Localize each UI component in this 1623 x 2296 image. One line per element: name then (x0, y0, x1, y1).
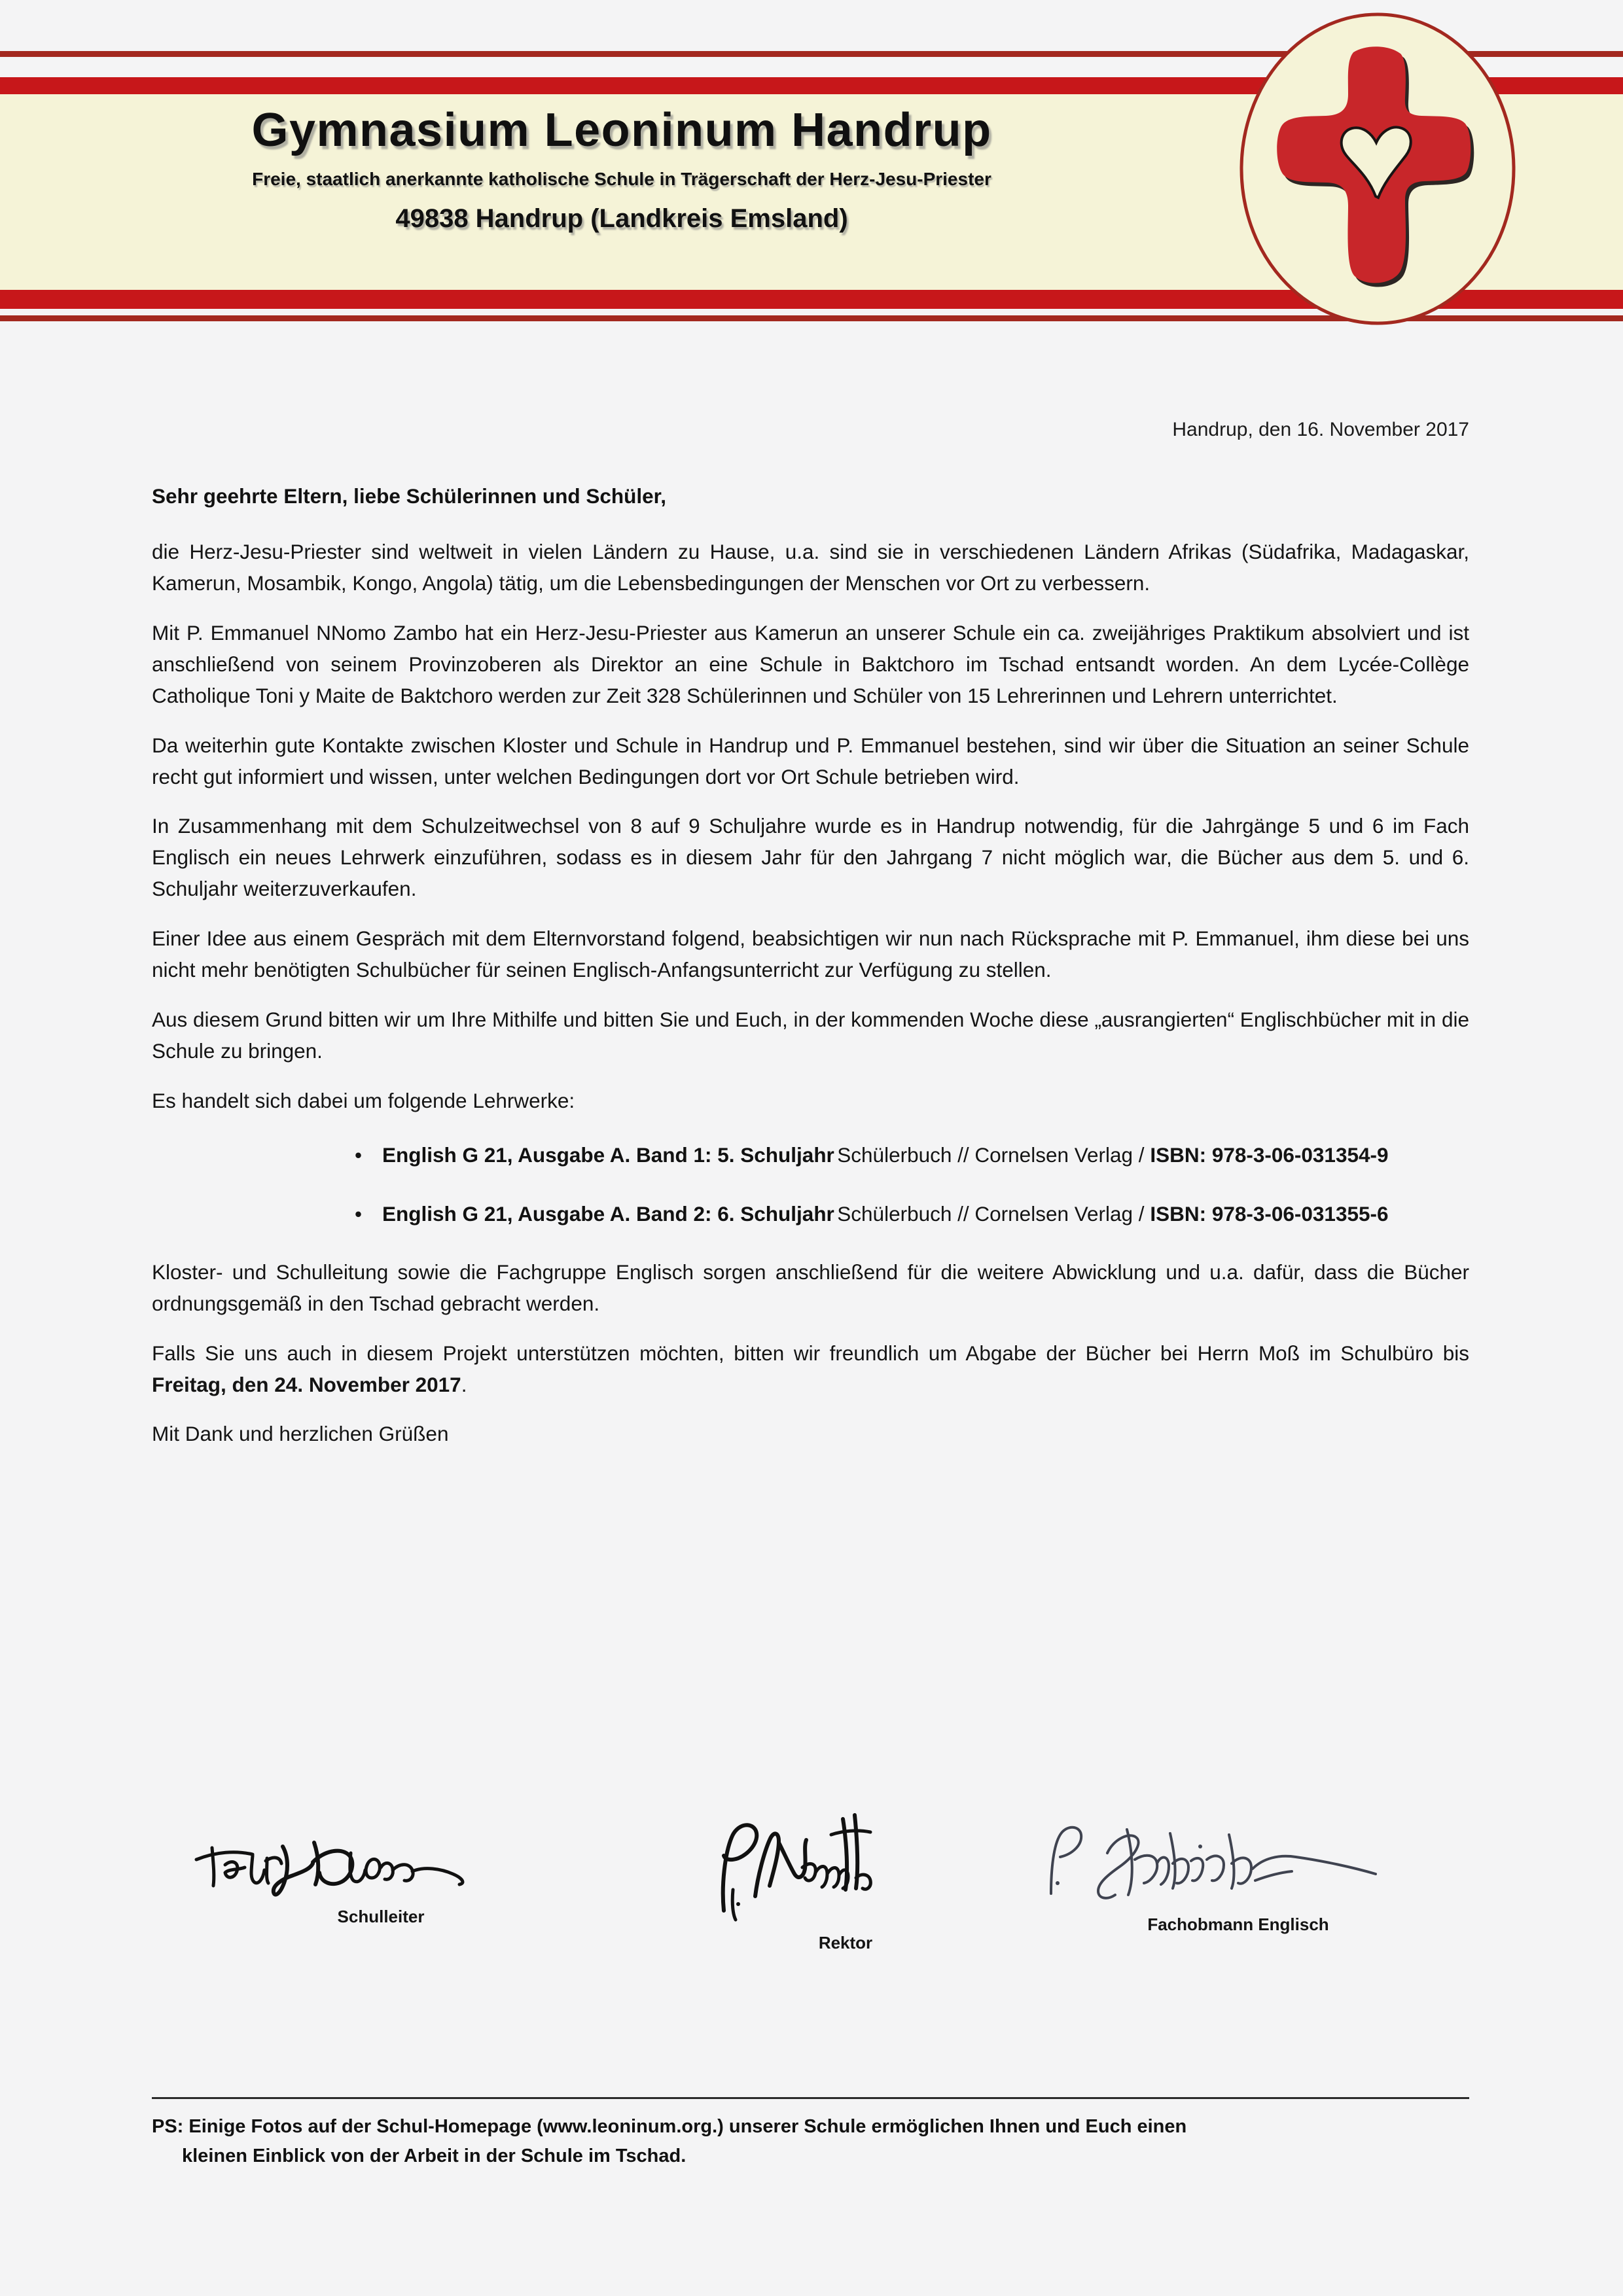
book-list (152, 1140, 1469, 1229)
signature-schulleiter (178, 1832, 584, 1927)
postscript-line-1: PS: Einige Fotos auf der Schul-Homepage (www.leoninum.org.) unserer Schule ermöglichen Ihnen und Euch einen (152, 2116, 1187, 2137)
postscript (152, 2112, 1469, 2171)
book-isbn: ISBN: 978-3-06-031355-6 (1150, 1201, 1389, 1226)
deadline-date: Freitag, den 24. November 2017 (152, 1372, 461, 1396)
letter-body (152, 481, 1469, 1468)
book-title: English G 21, Ausgabe A. Band 2: 6. Schuljahr (382, 1201, 834, 1226)
paragraph-1: die Herz-Jesu-Priester sind weltweit in vielen Ländern zu Hause, u.a. sind sie in verschiedenen Ländern Afrikas (Südafrika, Madagaskar, Kamerun, Mosambik, Kongo, Angola) tätig, um die Lebensbedingungen der Menschen vor Ort zu verbessern. (152, 540, 1469, 595)
book-meta-prefix: Schülerbuch // Cornelsen Verlag / (837, 1201, 1150, 1226)
book-isbn: ISBN: 978-3-06-031354-9 (1150, 1143, 1389, 1167)
signature-label: Rektor (818, 1933, 873, 1952)
postscript-divider (152, 2097, 1469, 2099)
signature-label: Fachobmann Englisch (1147, 1915, 1329, 1934)
book-meta-prefix: Schülerbuch // Cornelsen Verlag / (837, 1143, 1150, 1167)
book-title: English G 21, Ausgabe A. Band 1: 5. Schuljahr (382, 1143, 834, 1167)
paragraph-abwicklung: Kloster- und Schulleitung sowie die Fachgruppe Englisch sorgen anschließend für die weitere Abwicklung und u.a. dafür, dass die Bücher ordnungsgemäß in den Tschad gebracht werden. (152, 1260, 1469, 1315)
deadline-text-after: . (461, 1372, 467, 1396)
letterhead (0, 0, 1623, 327)
paragraph-2: Mit P. Emmanuel NNomo Zambo hat ein Herz-Jesu-Priester aus Kamerun an unserer Schule ein ca. zweijähriges Praktikum absolviert und ist anschließend von seinem Provinzoberen als Direktor an eine Schule in Baktchoro im Tschad entsandt worden. An dem Lycée-Collège Catholique Toni y Maite de Baktchoro werden zur Zeit 328 Schülerinnen und Schüler von 15 Lehrerinnen und Lehrern unterrichtet. (152, 621, 1469, 707)
signature-fachobmann-englisch (1035, 1820, 1441, 1935)
list-item (152, 1140, 1469, 1171)
list-item (152, 1199, 1469, 1229)
signature-rektor (675, 1812, 1016, 1953)
signature-label: Schulleiter (337, 1907, 425, 1926)
book-meta (837, 1202, 1388, 1226)
paragraph-3: Da weiterhin gute Kontakte zwischen Kloster und Schule in Handrup und P. Emmanuel bestehen, sind wir über die Situation an seiner Schule recht gut informiert und wissen, unter welchen Bedingungen dort vor Ort Schule betrieben wird. (152, 733, 1469, 788)
bullet-icon: • (355, 1143, 363, 1167)
paragraph-deadline (152, 1338, 1469, 1401)
school-subtitle: Freie, staatlich anerkannte katholische Schule in Trägerschaft der Herz-Jesu-Priester (252, 168, 991, 189)
dateline: Handrup, den 16. November 2017 (1172, 419, 1469, 440)
paragraph-lehrwerke-intro: Es handelt sich dabei um folgende Lehrwerke: (152, 1088, 575, 1112)
deadline-text-before: Falls Sie uns auch in diesem Projekt unterstützen möchten, bitten wir freundlich um Abgabe der Bücher bei Herrn Moß im Schulbüro bis (152, 1341, 1469, 1365)
signature-block (152, 1832, 1469, 2041)
page-watermark (24, 2265, 27, 2278)
bullet-icon: • (355, 1201, 363, 1226)
closing-line: Mit Dank und herzlichen Grüßen (152, 1422, 449, 1446)
school-address: 49838 Handrup (Landkreis Emsland) (395, 203, 848, 233)
postscript-line-2: kleinen Einblick von der Arbeit in der Schule im Tschad. (182, 2145, 687, 2166)
salutation: Sehr geehrte Eltern, liebe Schülerinnen und Schüler, (152, 484, 666, 508)
school-name: Gymnasium Leoninum Handrup (251, 104, 992, 156)
herz-jesu-cross-heart-logo (1237, 12, 1518, 326)
paragraph-5: Einer Idee aus einem Gespräch mit dem Elternvorstand folgend, beabsichtigen wir nun nach Rücksprache mit P. Emmanuel, ihm diese bei uns nicht mehr benötigten Schulbücher für seinen Englisch-Anfangsunterricht zur Verfügung zu stellen. (152, 927, 1469, 981)
book-meta (837, 1143, 1388, 1167)
letterhead-text-block (0, 94, 1243, 290)
paragraph-4: In Zusammenhang mit dem Schulzeitwechsel von 8 auf 9 Schuljahre wurde es in Handrup notwendig, für die Jahrgänge 5 und 6 im Fach Englisch ein neues Lehrwerk einzuführen, sodass es in diesem Jahr für den Jahrgang 7 nicht möglich war, die Bücher aus dem 5. und 6. Schuljahr weiterzuverkaufen. (152, 814, 1469, 901)
paragraph-6: Aus diesem Grund bitten wir um Ihre Mithilfe und bitten Sie und Euch, in der kommenden Woche diese „ausrangierten“ Englischbücher mit in die Schule zu bringen. (152, 1007, 1469, 1063)
